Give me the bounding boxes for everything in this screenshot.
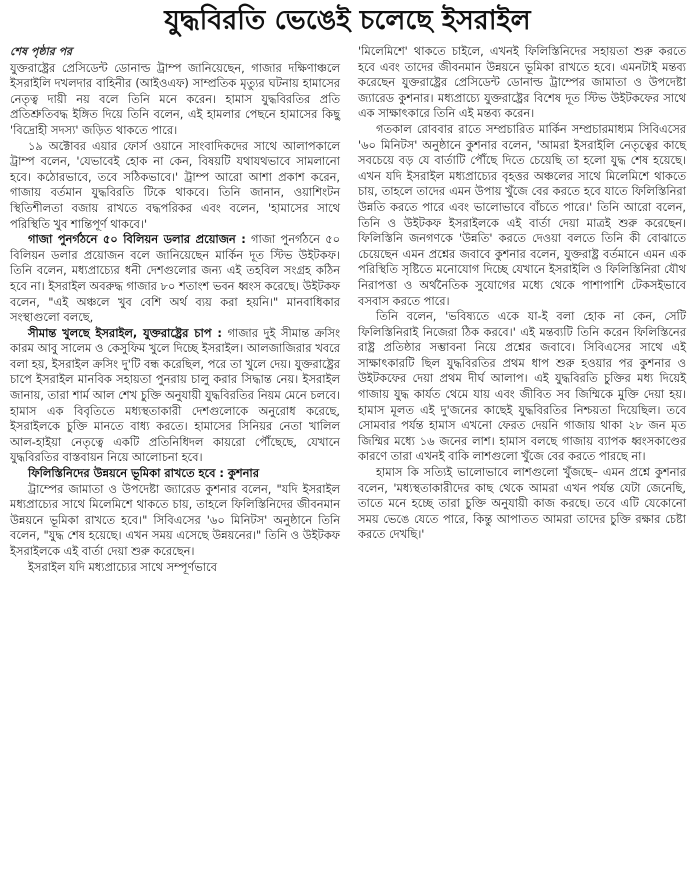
continued-from-label: শেষ পৃষ্ঠার পর [10, 45, 73, 58]
right-paragraphs [358, 44, 686, 543]
section-subhead: ফিলিস্তিনিদের উন্নয়নে ভূমিকা রাখতে হবে : কুশনার [28, 466, 259, 481]
article-paragraph [10, 466, 340, 482]
paragraph-text: ট্রাম্পের জামাতা ও উপদেষ্টা জ্যারেড কুশনার বলেন, "যদি ইসরাইল মধ্যপ্রাচ্যের সাথে মিলেমিশে থাকতে চায়, তাহলে ফিলিস্তিনিদের জীবনমান উন্নয়নে ভূমিকা রাখতে হবে।" সিবিএসের '৬০ মিনিটস' অনুষ্ঠানে তিনি বলেন, "যুদ্ধ শেষ হয়েছে। এখন সময় এসেছে উন্নয়নের।" তিনি ও উইটকফ ইসরাইলকে এই বার্তা দেয়া শুরু করেছেন। [10, 481, 340, 558]
article-paragraph [358, 44, 686, 122]
paragraph-text: গতকাল রোববার রাতে সম্প্রচারিত মার্কিন সম্প্রচারমাধ্যম সিবিএসের '৬০ মিনিটস' অনুষ্ঠানে কুশনার বলেন, 'আমরা ইসরাইলি নেতৃত্বের কাছে সবচেয়ে বড় যে বার্তাটি পৌঁছে দিতে চেয়েছি তা হলো যুদ্ধ শেষ হয়েছে। এখন যদি ইসরাইল মধ্যপ্রাচ্যের বৃহত্তর অঞ্চলের সাথে মিলেমিশে থাকতে চায়, তাহলে তাদের এমন উপায় খুঁজে বের করতে হবে যাতে ফিলিস্তিনিরা উন্নতি করতে পারে এবং ভালোভাবে বাঁচতে পারে।' তিনি আরো বলেন, তিনি ও উইটকফ ইসরাইলকে এই বার্তা দেয়া মাত্রই শুরু করেছেন। ফিলিস্তিনি জনগণকে 'উন্নতি' করতে দেওয়া বলতে তিনি কী বোঝাতে চেয়েছেন এমন প্রশ্নের জবাবে কুশনার বলেন, যুক্তরাষ্ট্র বর্তমানে এমন এক পরিস্থিতি সৃষ্টিতে মনোযোগ দিচ্ছে যেখানে ইসরাইলি ও ফিলিস্তিনিরা যৌথ নিরাপত্তা ও অর্থনৈতিক সুযোগের মধ্যে থেকে পাশাপাশি টেকসইভাবে বসবাস করতে পারে। [358, 121, 686, 308]
section-subhead: গাজা পুনর্গঠনে ৫০ বিলিয়ন ডলার প্রয়োজন : [28, 232, 246, 247]
section-subhead: সীমান্ত খুলছে ইসরাইল, যুক্তরাষ্ট্রের চাপ : [28, 325, 222, 340]
article-paragraph [358, 309, 686, 465]
paragraph-text: তিনি বলেন, 'ভবিষ্যতে একে যা-ই বলা হোক না কেন, সেটি ফিলিস্তিনিরাই নিজেরা ঠিক করবে।' এই মন্তব্যটি তিনি করেন ফিলিস্তিনের রাষ্ট্র প্রতিষ্ঠার সম্ভাবনা নিয়ে প্রশ্নের জবাবে। সিবিএসের সাথে এই সাক্ষাৎকারটি ছিল যুদ্ধবিরতির প্রথম ধাপ শুরু হওয়ার পর কুশনার ও উইটকফের দেয়া প্রথম দীর্ঘ আলাপ। এই যুদ্ধবিরতি চুক্তির মধ্য দিয়েই গাজায় যুদ্ধ কার্যত থেমে যায় এবং জীবিত সব জিম্মিকে মুক্তি দেয়া হয়। হামাস মূলত এই দু'জনের কাছেই যুদ্ধবিরতির নিশ্চয়তা দিয়েছিল। তবে সোমবার পর্যন্ত হামাস এখনো ফেরত দেয়নি গাজায় থাকা ২৮ জন মৃত জিম্মির মধ্যে ১৬ জনের লাশ। হামাস বলছে গাজায় ব্যাপক ধ্বংসকাণ্ডের কারণে তারা এখনই বাকি লাশগুলো খুঁজে বের করতে পারছে না। [358, 309, 686, 464]
left-column [10, 44, 340, 575]
paragraph-text: যুক্তরাষ্ট্রের প্রেসিডেন্ট ডোনাল্ড ট্রাম্প জানিয়েছেন, গাজার দক্ষিণাঞ্চলে ইসরাইলি দখলদার বাহিনীর (আইওএফ) সাম্প্রতিক মৃত্যুর ঘটনায় হামাসের নেতৃত্ব দায়ী নয় বলে তিনি মনে করেন। হামাস যুদ্ধবিরতির প্রতি প্রতিশ্রুতিবদ্ধ ইঙ্গিত দিয়ে তিনি বলেন, এই হামলার পেছনে হামাসের কিছু 'বিদ্রোহী সদস্য' জড়িত থাকতে পারে। [10, 60, 340, 137]
article-paragraph [10, 326, 340, 466]
paragraph-text: হামাস কি সত্যিই ভালোভাবে লাশগুলো খুঁজছে– এমন প্রশ্নে কুশনার বলেন, 'মধ্যস্থতাকারীদের কাছ থেকে আমরা এখন পর্যন্ত যেটা জেনেছি, তাতে মনে হচ্ছে তারা চুক্তি অনুযায়ী কাজ করছে। তবে এটি যেকোনো সময় ভেঙে যেতে পারে, কিন্তু আপাতত আমরা তাদের চুক্তি রক্ষার চেষ্টা করতে দেখছি।' [358, 465, 686, 542]
article-paragraph [10, 61, 340, 139]
article-paragraph [358, 122, 686, 309]
article-paragraph [10, 482, 340, 560]
paragraph-text: ১৯ অক্টোবর এয়ার ফোর্স ওয়ানে সাংবাদিকদের সাথে আলাপকালে ট্রাম্প বলেন, 'যেভাবেই হোক না কেন, বিষয়টি যথাযথভাবে সামলানো হবে। কঠোরভাবে, তবে সঠিকভাবে।' ট্রাম্প আরো আশা প্রকাশ করেন, গাজায় বর্তমান যুদ্ধবিরতি টিকে থাকবে। তিনি জানান, ওয়াশিংটন স্থিতিশীলতা বজায় রাখতে বদ্ধপরিকর এবং বলেন, 'হামাসের সাথে পরিস্থিতি খুব শান্তিপূর্ণ থাকবে।' [10, 138, 340, 231]
paragraph-text: ইসরাইল যদি মধ্যপ্রাচ্যের সাথে সম্পূর্ণভাবে [28, 559, 217, 574]
article-paragraph [10, 232, 340, 326]
left-paragraphs [10, 61, 340, 576]
paragraph-text: গাজা পুনর্গঠনে ৫০ বিলিয়ন ডলার প্রয়োজন বলে জানিয়েছেন মার্কিন দূত স্টিভ উইটকফ। তিনি বলেন, মধ্যপ্রাচ্যের ধনী দেশগুলোর জন্য এই তহবিল সংগ্রহ কঠিন হবে না। ইসরাইল অবরুদ্ধ গাজার ৮০ শতাংশ ভবন ধ্বংস করেছে। উইটকফ বলেন, "এই অঞ্চলে খুব বেশি অর্থ ব্যয় করা হয়নি।" মানবাধিকার সংস্থাগুলো বলছে, [10, 232, 340, 325]
article-paragraph [358, 465, 686, 543]
article-paragraph [10, 560, 340, 576]
article-paragraph [10, 139, 340, 233]
right-column [358, 44, 686, 543]
headline: যুদ্ধবিরতি ভেঙেই চলেছে ইসরাইল [164, 5, 531, 36]
paragraph-text: গাজার দুই সীমান্ত ক্রসিং কারম আবু সালেম ও কেসুফিম খুলে দিচ্ছে ইসরাইল। আলজাজিরার খবরে বলা হয়, ইসরাইল ক্রসিং দু'টি বন্ধ করেছিল, পরে তা খুলে দেয়। যুক্তরাষ্ট্রের চাপে ইসরাইল মানবিক সহায়তা পুনরায় চালু করার সিদ্ধান্ত নেয়। ইসরাইল জানায়, তারা শার্ম আল শেখ চুক্তি অনুযায়ী যুদ্ধবিরতির নিয়ম মেনে চলবে। হামাস এক বিবৃতিতে মধ্যস্থতাকারী দেশগুলোকে অনুরোধ করেছে, ইসরাইলকে চুক্তি মানতে বাধ্য করতে। হামাসের সিনিয়র নেতা খালিল আল-হাইয়া নেতৃত্বে একটি প্রতিনিধিদল কায়রো পৌঁছেছে, যেখানে যুদ্ধবিরতির বাস্তবায়ন নিয়ে আলোচনা হবে। [10, 325, 340, 465]
paragraph-text: 'মিলেমিশে' থাকতে চাইলে, এখনই ফিলিস্তিনিদের সহায়তা শুরু করতে হবে এবং তাদের জীবনমান উন্নয়নে ভূমিকা রাখতে হবে। এমনটাই মন্তব্য করেছেন যুক্তরাষ্ট্রের প্রেসিডেন্ট ডোনাল্ড ট্রাম্পের জামাতা ও উপদেষ্টা জ্যারেড কুশনার। মধ্যপ্রাচ্যে যুক্তরাষ্ট্রের বিশেষ দূত স্টিভ উইটকফের সাথে এক সাক্ষাৎকারে তিনি এই মন্তব্য করেন। [358, 44, 686, 121]
